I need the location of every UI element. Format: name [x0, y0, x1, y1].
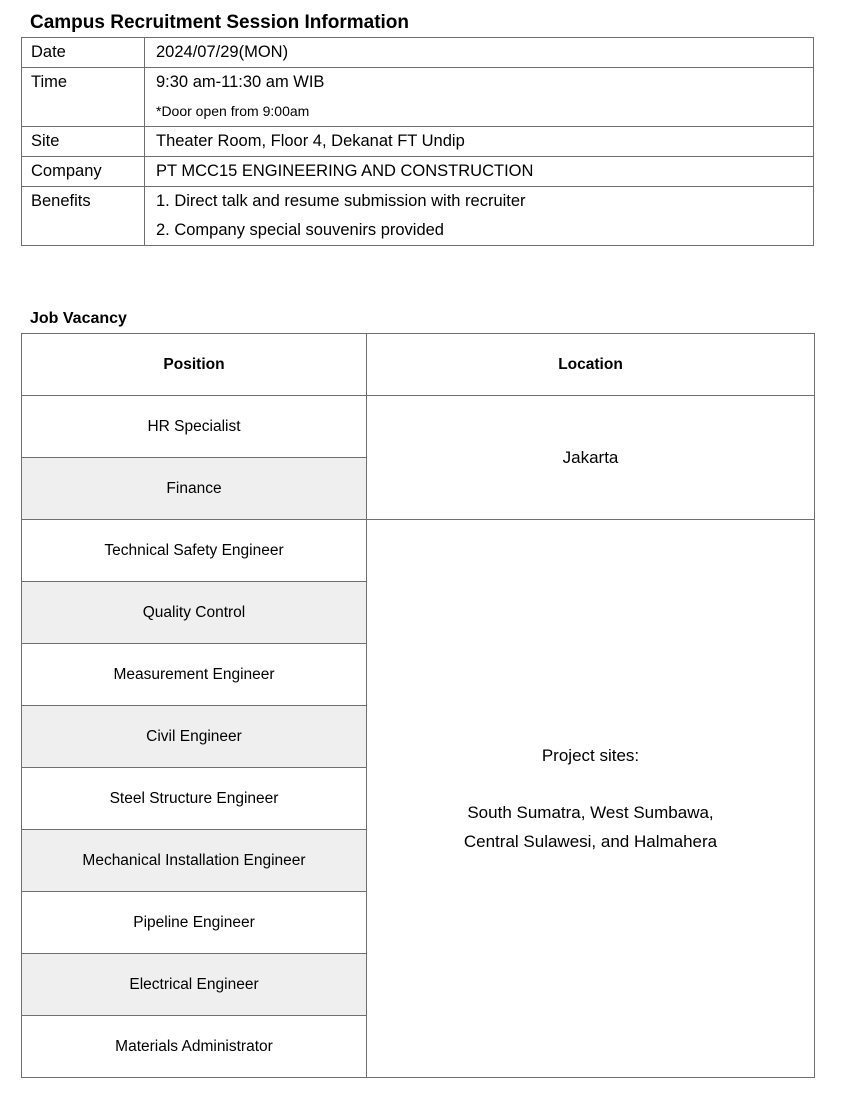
date-label: Date [22, 38, 145, 68]
position-cell: Finance [22, 458, 367, 520]
position-cell: Mechanical Installation Engineer [22, 830, 367, 892]
company-label: Company [22, 157, 145, 187]
job-vacancy-table [21, 333, 815, 1078]
location-header: Location [367, 334, 815, 396]
position-cell: HR Specialist [22, 396, 367, 458]
benefits-cell [145, 187, 814, 246]
benefit-item: 2. Company special souvenirs provided [156, 221, 444, 239]
table-row [22, 127, 814, 157]
table-row [22, 68, 814, 127]
location-project-sites [367, 520, 815, 1078]
site-label: Site [22, 127, 145, 157]
table-row [22, 396, 815, 458]
position-cell: Steel Structure Engineer [22, 768, 367, 830]
position-cell: Quality Control [22, 582, 367, 644]
job-vacancy-title: Job Vacancy [30, 310, 127, 327]
table-row [22, 187, 814, 246]
position-cell: Materials Administrator [22, 1016, 367, 1078]
spacer [367, 770, 814, 798]
position-cell: Technical Safety Engineer [22, 520, 367, 582]
table-row [22, 520, 815, 582]
project-sites-line: Central Sulawesi, and Halmahera [463, 832, 718, 851]
site-value: Theater Room, Floor 4, Dekanat FT Undip [145, 127, 814, 157]
time-value: 9:30 am-11:30 am WIB [156, 73, 325, 91]
session-info-table [21, 37, 814, 246]
company-value: PT MCC15 ENGINEERING AND CONSTRUCTION [145, 157, 814, 187]
table-row [22, 38, 814, 68]
table-header-row [22, 334, 815, 396]
door-open-note: *Door open from 9:00am [156, 103, 310, 119]
location-jakarta: Jakarta [367, 396, 815, 520]
time-cell [145, 68, 814, 127]
position-cell: Civil Engineer [22, 706, 367, 768]
date-value: 2024/07/29(MON) [145, 38, 814, 68]
position-cell: Electrical Engineer [22, 954, 367, 1016]
benefit-item: 1. Direct talk and resume submission with recruiter [156, 192, 526, 210]
position-header: Position [22, 334, 367, 396]
project-sites-line: South Sumatra, West Sumbawa, [467, 803, 714, 822]
table-row [22, 157, 814, 187]
position-cell: Measurement Engineer [22, 644, 367, 706]
position-cell: Pipeline Engineer [22, 892, 367, 954]
project-sites-heading: Project sites: [541, 746, 640, 765]
session-title: Campus Recruitment Session Information [30, 12, 410, 33]
benefits-label: Benefits [22, 187, 145, 246]
time-label: Time [22, 68, 145, 127]
